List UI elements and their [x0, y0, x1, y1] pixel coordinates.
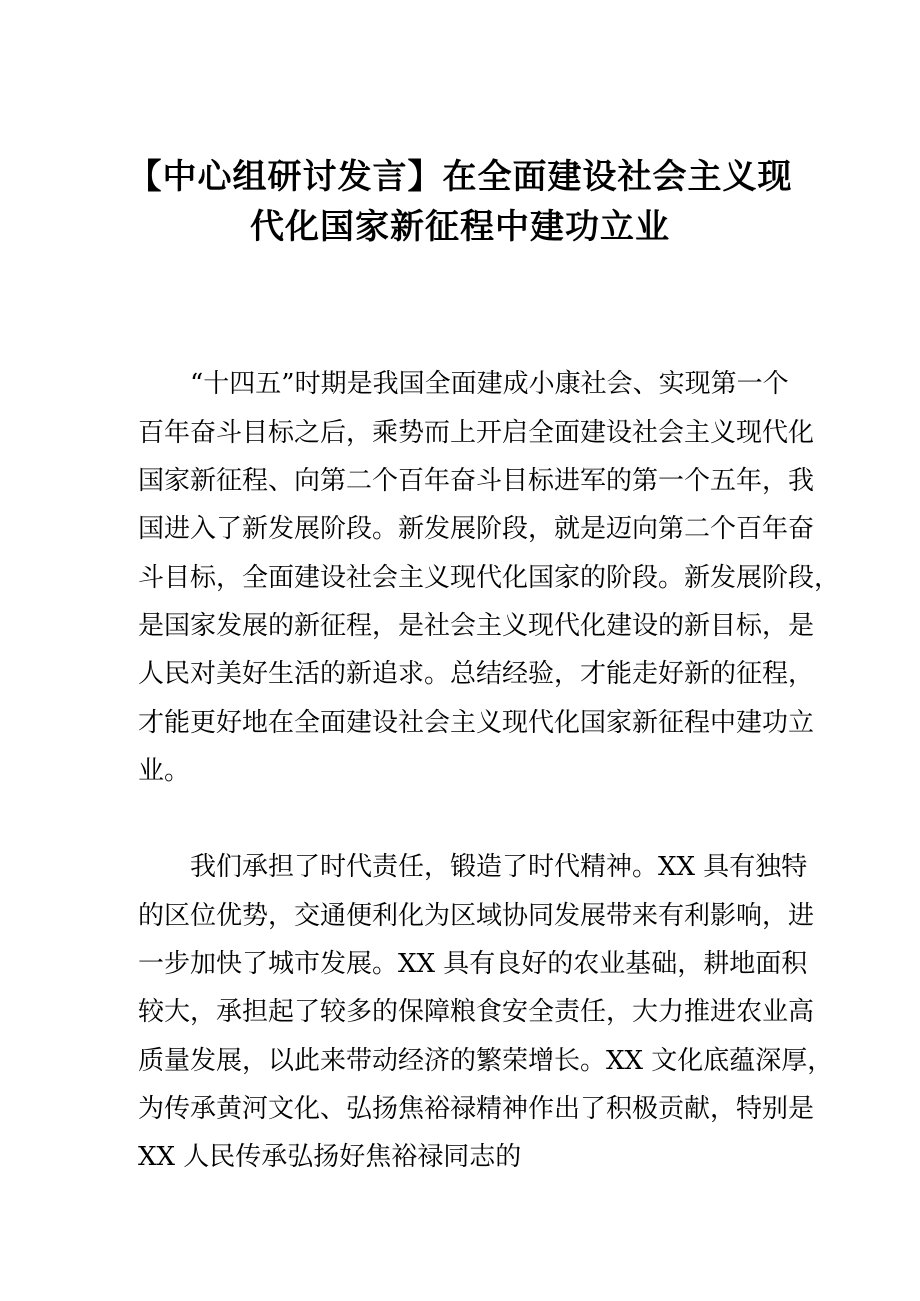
paragraph-line: XX 人民传承弘扬好焦裕禄同志的	[138, 1142, 522, 1172]
paragraph-line: “十四五”时期是我国全面建成小康社会、实现第一个	[190, 369, 789, 399]
paragraph-line: 为传承黄河文化、弘扬焦裕禄精神作出了积极贡献，特别是	[138, 1094, 815, 1124]
paragraph-line: 国进入了新发展阶段。新发展阶段，就是迈向第二个百年奋	[138, 514, 815, 544]
paragraph-line: 较大，承担起了较多的保障粮食安全责任，大力推进农业高	[138, 997, 815, 1027]
paragraph-line: 百年奋斗目标之后，乘势而上开启全面建设社会主义现代化	[138, 418, 815, 448]
paragraph-line: 我们承担了时代责任，锻造了时代精神。XX 具有独特	[190, 852, 808, 882]
paragraph-line: 的区位优势，交通便利化为区域协同发展带来有利影响，进	[138, 901, 815, 931]
paragraph-line: 人民对美好生活的新追求。总结经验，才能走好新的征程，	[138, 659, 815, 689]
paragraph-line: 才能更好地在全面建设社会主义现代化国家新征程中建功立	[138, 708, 815, 738]
paragraph-line: 业。	[138, 756, 191, 786]
paragraph-line: 国家新征程、向第二个百年奋斗目标进军的第一个五年，我	[138, 466, 815, 496]
paragraph-line: 一步加快了城市发展。XX 具有良好的农业基础，耕地面积	[138, 949, 808, 979]
paragraph-line: 是国家发展的新征程，是社会主义现代化建设的新目标，是	[138, 611, 815, 641]
paragraph-line: 斗目标，全面建设社会主义现代化国家的阶段。新发展阶段，	[138, 563, 841, 593]
document-title-line-2: 代化国家新征程中建功立业	[250, 207, 670, 247]
paragraph-line: 质量发展，以此来带动经济的繁荣增长。XX 文化底蕴深厚，	[138, 1046, 834, 1076]
document-title-line-1: 【中心组研讨发言】在全面建设社会主义现	[127, 157, 793, 197]
